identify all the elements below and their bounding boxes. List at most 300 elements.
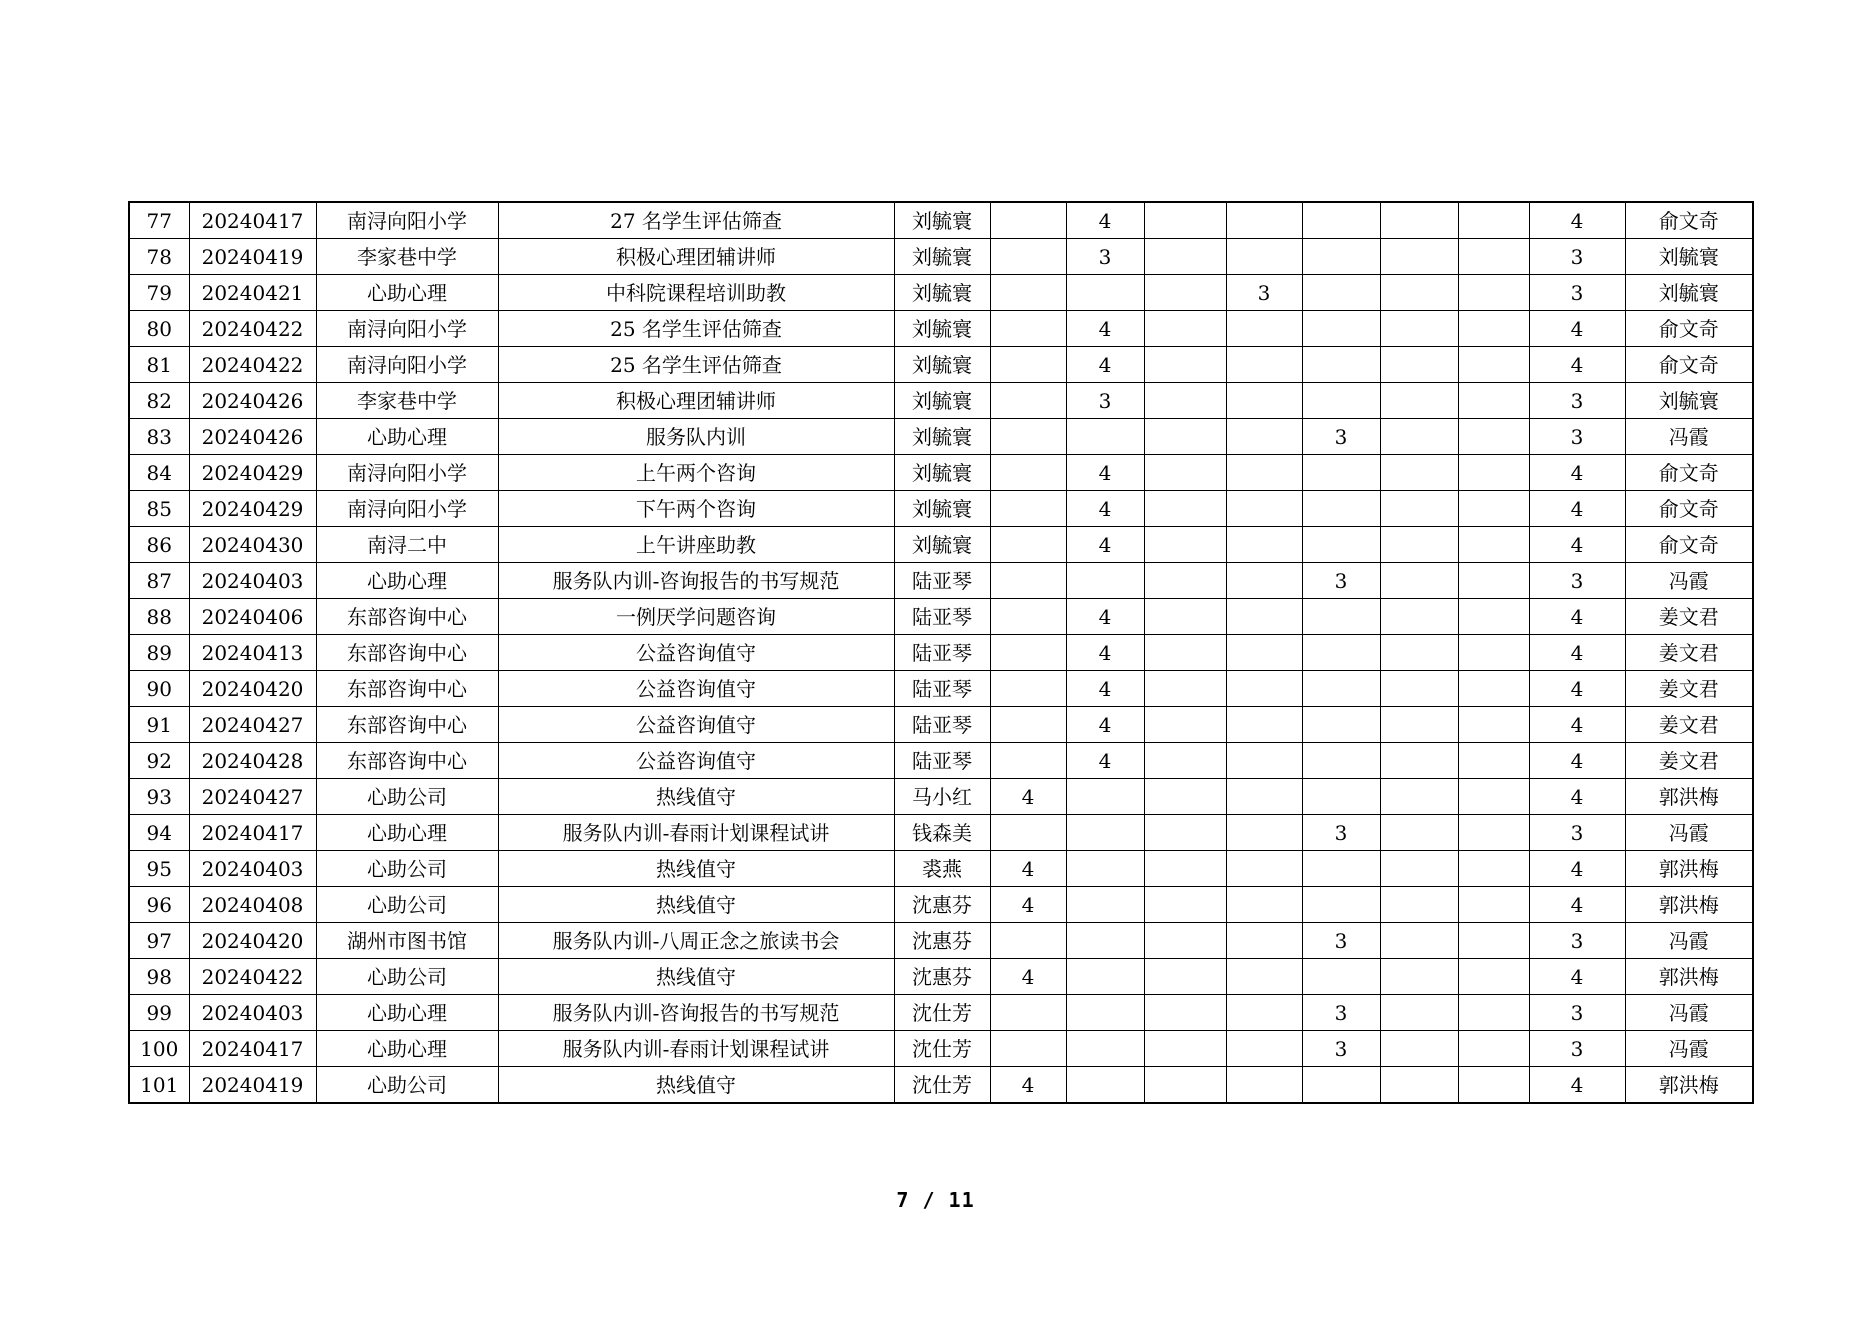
- table-row: [129, 527, 1753, 563]
- hours-col-7-cell: [1458, 527, 1529, 563]
- hours-col-4-cell: [1226, 995, 1302, 1031]
- activity-cell: 公益咨询值守: [498, 707, 894, 743]
- hours-col-1-cell: [990, 383, 1066, 419]
- hours-col-2-cell: 4: [1066, 671, 1144, 707]
- volunteer-cell: 沈惠芬: [894, 887, 990, 923]
- date-cell: 20240420: [189, 923, 316, 959]
- volunteer-cell: 裘燕: [894, 851, 990, 887]
- verifier-cell: 姜文君: [1625, 671, 1753, 707]
- hours-col-1-cell: [990, 527, 1066, 563]
- verifier-cell: 冯霞: [1625, 815, 1753, 851]
- date-cell: 20240426: [189, 419, 316, 455]
- hours-col-4-cell: [1226, 563, 1302, 599]
- hours-col-7-cell: [1458, 959, 1529, 995]
- hours-col-2-cell: [1066, 995, 1144, 1031]
- total-hours-cell: 4: [1529, 599, 1625, 635]
- hours-col-5-cell: [1302, 779, 1380, 815]
- activity-cell: 热线值守: [498, 779, 894, 815]
- verifier-cell: 郭洪梅: [1625, 779, 1753, 815]
- total-hours-cell: 4: [1529, 887, 1625, 923]
- hours-col-2-cell: [1066, 1067, 1144, 1104]
- hours-col-4-cell: [1226, 599, 1302, 635]
- hours-col-6-cell: [1380, 1031, 1458, 1067]
- hours-col-2-cell: 4: [1066, 202, 1144, 239]
- table-row: [129, 779, 1753, 815]
- verifier-cell: 俞文奇: [1625, 202, 1753, 239]
- verifier-cell: 姜文君: [1625, 599, 1753, 635]
- volunteer-cell: 陆亚琴: [894, 563, 990, 599]
- hours-col-4-cell: [1226, 311, 1302, 347]
- hours-col-7-cell: [1458, 599, 1529, 635]
- activity-cell: 热线值守: [498, 887, 894, 923]
- hours-col-3-cell: [1144, 959, 1226, 995]
- hours-col-7-cell: [1458, 851, 1529, 887]
- activity-cell: 服务队内训-春雨计划课程试讲: [498, 1031, 894, 1067]
- total-hours-cell: 3: [1529, 563, 1625, 599]
- hours-col-7-cell: [1458, 383, 1529, 419]
- total-hours-cell: 4: [1529, 455, 1625, 491]
- hours-col-6-cell: [1380, 563, 1458, 599]
- table-row: [129, 599, 1753, 635]
- hours-col-7-cell: [1458, 1067, 1529, 1104]
- row-number-cell: 100: [129, 1031, 189, 1067]
- date-cell: 20240429: [189, 491, 316, 527]
- hours-col-3-cell: [1144, 1031, 1226, 1067]
- hours-col-3-cell: [1144, 527, 1226, 563]
- date-cell: 20240408: [189, 887, 316, 923]
- location-cell: 心助公司: [316, 959, 498, 995]
- date-cell: 20240430: [189, 527, 316, 563]
- table-row: [129, 995, 1753, 1031]
- activity-cell: 服务队内训: [498, 419, 894, 455]
- hours-col-3-cell: [1144, 455, 1226, 491]
- hours-col-1-cell: [990, 455, 1066, 491]
- hours-col-7-cell: [1458, 707, 1529, 743]
- row-number-cell: 99: [129, 995, 189, 1031]
- row-number-cell: 97: [129, 923, 189, 959]
- table-body: [129, 202, 1753, 1103]
- hours-col-4-cell: 3: [1226, 275, 1302, 311]
- hours-col-6-cell: [1380, 239, 1458, 275]
- hours-col-2-cell: 4: [1066, 599, 1144, 635]
- date-cell: 20240422: [189, 311, 316, 347]
- location-cell: 李家巷中学: [316, 383, 498, 419]
- location-cell: 东部咨询中心: [316, 743, 498, 779]
- volunteer-cell: 陆亚琴: [894, 635, 990, 671]
- activity-cell: 下午两个咨询: [498, 491, 894, 527]
- hours-col-6-cell: [1380, 671, 1458, 707]
- hours-col-4-cell: [1226, 239, 1302, 275]
- hours-col-2-cell: [1066, 887, 1144, 923]
- hours-col-1-cell: [990, 419, 1066, 455]
- total-hours-cell: 4: [1529, 959, 1625, 995]
- hours-col-1-cell: 4: [990, 851, 1066, 887]
- verifier-cell: 姜文君: [1625, 743, 1753, 779]
- hours-col-1-cell: [990, 202, 1066, 239]
- location-cell: 东部咨询中心: [316, 707, 498, 743]
- hours-col-1-cell: [990, 707, 1066, 743]
- verifier-cell: 姜文君: [1625, 635, 1753, 671]
- row-number-cell: 88: [129, 599, 189, 635]
- total-hours-cell: 3: [1529, 815, 1625, 851]
- hours-col-7-cell: [1458, 671, 1529, 707]
- verifier-cell: 冯霞: [1625, 1031, 1753, 1067]
- hours-col-5-cell: [1302, 455, 1380, 491]
- hours-col-4-cell: [1226, 779, 1302, 815]
- volunteer-cell: 沈惠芬: [894, 923, 990, 959]
- activity-cell: 公益咨询值守: [498, 635, 894, 671]
- activity-cell: 25 名学生评估筛查: [498, 311, 894, 347]
- verifier-cell: 俞文奇: [1625, 311, 1753, 347]
- hours-col-6-cell: [1380, 347, 1458, 383]
- location-cell: 心助心理: [316, 563, 498, 599]
- hours-col-3-cell: [1144, 743, 1226, 779]
- location-cell: 南浔二中: [316, 527, 498, 563]
- total-hours-cell: 4: [1529, 743, 1625, 779]
- row-number-cell: 86: [129, 527, 189, 563]
- location-cell: 东部咨询中心: [316, 599, 498, 635]
- volunteer-cell: 刘毓寰: [894, 347, 990, 383]
- volunteer-cell: 刘毓寰: [894, 455, 990, 491]
- row-number-cell: 79: [129, 275, 189, 311]
- hours-col-7-cell: [1458, 563, 1529, 599]
- hours-col-4-cell: [1226, 527, 1302, 563]
- volunteer-cell: 刘毓寰: [894, 491, 990, 527]
- verifier-cell: 刘毓寰: [1625, 239, 1753, 275]
- date-cell: 20240422: [189, 959, 316, 995]
- hours-col-5-cell: [1302, 635, 1380, 671]
- activity-cell: 积极心理团辅讲师: [498, 239, 894, 275]
- activity-cell: 25 名学生评估筛查: [498, 347, 894, 383]
- verifier-cell: 郭洪梅: [1625, 887, 1753, 923]
- activity-cell: 热线值守: [498, 1067, 894, 1104]
- location-cell: 心助心理: [316, 419, 498, 455]
- table-row: [129, 563, 1753, 599]
- total-hours-cell: 4: [1529, 635, 1625, 671]
- hours-col-5-cell: [1302, 239, 1380, 275]
- hours-col-5-cell: [1302, 383, 1380, 419]
- verifier-cell: 俞文奇: [1625, 491, 1753, 527]
- hours-col-2-cell: 4: [1066, 455, 1144, 491]
- hours-col-4-cell: [1226, 671, 1302, 707]
- hours-col-5-cell: [1302, 707, 1380, 743]
- location-cell: 东部咨询中心: [316, 635, 498, 671]
- date-cell: 20240417: [189, 815, 316, 851]
- volunteer-cell: 陆亚琴: [894, 599, 990, 635]
- hours-col-3-cell: [1144, 202, 1226, 239]
- date-cell: 20240403: [189, 995, 316, 1031]
- hours-col-1-cell: [990, 815, 1066, 851]
- hours-col-1-cell: 4: [990, 779, 1066, 815]
- hours-col-1-cell: [990, 599, 1066, 635]
- date-cell: 20240417: [189, 1031, 316, 1067]
- total-hours-cell: 3: [1529, 275, 1625, 311]
- hours-col-7-cell: [1458, 275, 1529, 311]
- volunteer-cell: 刘毓寰: [894, 202, 990, 239]
- verifier-cell: 俞文奇: [1625, 347, 1753, 383]
- row-number-cell: 84: [129, 455, 189, 491]
- hours-col-5-cell: [1302, 311, 1380, 347]
- hours-col-6-cell: [1380, 959, 1458, 995]
- table-row: [129, 851, 1753, 887]
- activity-cell: 27 名学生评估筛查: [498, 202, 894, 239]
- hours-col-6-cell: [1380, 923, 1458, 959]
- hours-col-5-cell: [1302, 851, 1380, 887]
- hours-col-2-cell: 3: [1066, 239, 1144, 275]
- hours-col-1-cell: [990, 995, 1066, 1031]
- hours-col-2-cell: [1066, 851, 1144, 887]
- hours-col-4-cell: [1226, 815, 1302, 851]
- hours-col-5-cell: [1302, 599, 1380, 635]
- hours-col-6-cell: [1380, 311, 1458, 347]
- volunteer-cell: 钱森美: [894, 815, 990, 851]
- hours-col-7-cell: [1458, 815, 1529, 851]
- date-cell: 20240422: [189, 347, 316, 383]
- hours-col-4-cell: [1226, 202, 1302, 239]
- hours-col-6-cell: [1380, 275, 1458, 311]
- hours-col-7-cell: [1458, 491, 1529, 527]
- hours-col-6-cell: [1380, 599, 1458, 635]
- row-number-cell: 96: [129, 887, 189, 923]
- hours-col-4-cell: [1226, 707, 1302, 743]
- table-row: [129, 419, 1753, 455]
- date-cell: 20240427: [189, 707, 316, 743]
- location-cell: 心助心理: [316, 1031, 498, 1067]
- hours-col-3-cell: [1144, 815, 1226, 851]
- hours-col-3-cell: [1144, 491, 1226, 527]
- date-cell: 20240406: [189, 599, 316, 635]
- hours-col-3-cell: [1144, 707, 1226, 743]
- date-cell: 20240421: [189, 275, 316, 311]
- verifier-cell: 郭洪梅: [1625, 851, 1753, 887]
- verifier-cell: 冯霞: [1625, 419, 1753, 455]
- hours-col-5-cell: 3: [1302, 419, 1380, 455]
- table-row: [129, 311, 1753, 347]
- date-cell: 20240417: [189, 202, 316, 239]
- location-cell: 心助心理: [316, 275, 498, 311]
- hours-col-7-cell: [1458, 202, 1529, 239]
- hours-col-4-cell: [1226, 743, 1302, 779]
- hours-col-7-cell: [1458, 455, 1529, 491]
- hours-col-1-cell: 4: [990, 1067, 1066, 1104]
- activity-cell: 热线值守: [498, 851, 894, 887]
- table-row: [129, 491, 1753, 527]
- hours-col-6-cell: [1380, 851, 1458, 887]
- location-cell: 心助心理: [316, 815, 498, 851]
- total-hours-cell: 3: [1529, 923, 1625, 959]
- hours-col-6-cell: [1380, 743, 1458, 779]
- activity-cell: 上午两个咨询: [498, 455, 894, 491]
- total-hours-cell: 4: [1529, 347, 1625, 383]
- hours-col-7-cell: [1458, 923, 1529, 959]
- volunteer-cell: 刘毓寰: [894, 275, 990, 311]
- hours-col-2-cell: [1066, 1031, 1144, 1067]
- hours-col-3-cell: [1144, 887, 1226, 923]
- hours-col-6-cell: [1380, 707, 1458, 743]
- hours-col-4-cell: [1226, 923, 1302, 959]
- verifier-cell: 冯霞: [1625, 563, 1753, 599]
- hours-col-3-cell: [1144, 923, 1226, 959]
- row-number-cell: 101: [129, 1067, 189, 1104]
- activity-cell: 热线值守: [498, 959, 894, 995]
- hours-col-4-cell: [1226, 1031, 1302, 1067]
- activity-cell: 服务队内训-春雨计划课程试讲: [498, 815, 894, 851]
- hours-col-3-cell: [1144, 635, 1226, 671]
- hours-col-5-cell: 3: [1302, 923, 1380, 959]
- table-row: [129, 959, 1753, 995]
- date-cell: 20240419: [189, 1067, 316, 1104]
- activity-cell: 服务队内训-咨询报告的书写规范: [498, 995, 894, 1031]
- total-hours-cell: 3: [1529, 419, 1625, 455]
- hours-col-1-cell: [990, 275, 1066, 311]
- total-hours-cell: 3: [1529, 1031, 1625, 1067]
- volunteer-cell: 沈仕芳: [894, 1031, 990, 1067]
- date-cell: 20240413: [189, 635, 316, 671]
- page-number: 7 / 11: [896, 1188, 975, 1212]
- row-number-cell: 87: [129, 563, 189, 599]
- table-row: [129, 1031, 1753, 1067]
- hours-col-2-cell: 4: [1066, 743, 1144, 779]
- hours-col-4-cell: [1226, 851, 1302, 887]
- verifier-cell: 冯霞: [1625, 923, 1753, 959]
- location-cell: 南浔向阳小学: [316, 347, 498, 383]
- table-row: [129, 239, 1753, 275]
- date-cell: 20240419: [189, 239, 316, 275]
- hours-col-1-cell: [990, 743, 1066, 779]
- table-row: [129, 202, 1753, 239]
- location-cell: 心助公司: [316, 779, 498, 815]
- row-number-cell: 85: [129, 491, 189, 527]
- hours-col-7-cell: [1458, 347, 1529, 383]
- location-cell: 心助公司: [316, 1067, 498, 1104]
- row-number-cell: 92: [129, 743, 189, 779]
- hours-col-5-cell: [1302, 491, 1380, 527]
- hours-col-3-cell: [1144, 347, 1226, 383]
- hours-col-6-cell: [1380, 419, 1458, 455]
- hours-col-1-cell: [990, 671, 1066, 707]
- location-cell: 南浔向阳小学: [316, 455, 498, 491]
- volunteer-cell: 刘毓寰: [894, 239, 990, 275]
- date-cell: 20240427: [189, 779, 316, 815]
- hours-col-2-cell: [1066, 275, 1144, 311]
- hours-col-4-cell: [1226, 635, 1302, 671]
- hours-col-6-cell: [1380, 455, 1458, 491]
- hours-col-7-cell: [1458, 743, 1529, 779]
- hours-col-1-cell: [990, 923, 1066, 959]
- date-cell: 20240420: [189, 671, 316, 707]
- volunteer-cell: 沈仕芳: [894, 1067, 990, 1104]
- date-cell: 20240426: [189, 383, 316, 419]
- hours-col-4-cell: [1226, 347, 1302, 383]
- verifier-cell: 俞文奇: [1625, 527, 1753, 563]
- hours-col-6-cell: [1380, 202, 1458, 239]
- activity-cell: 服务队内训-八周正念之旅读书会: [498, 923, 894, 959]
- hours-col-2-cell: [1066, 563, 1144, 599]
- hours-col-6-cell: [1380, 815, 1458, 851]
- hours-col-1-cell: 4: [990, 887, 1066, 923]
- date-cell: 20240429: [189, 455, 316, 491]
- table-row: [129, 1067, 1753, 1104]
- row-number-cell: 94: [129, 815, 189, 851]
- volunteer-cell: 刘毓寰: [894, 383, 990, 419]
- row-number-cell: 82: [129, 383, 189, 419]
- hours-col-6-cell: [1380, 491, 1458, 527]
- verifier-cell: 刘毓寰: [1625, 275, 1753, 311]
- table-row: [129, 887, 1753, 923]
- hours-col-4-cell: [1226, 383, 1302, 419]
- hours-col-5-cell: [1302, 347, 1380, 383]
- hours-col-3-cell: [1144, 851, 1226, 887]
- hours-col-5-cell: [1302, 743, 1380, 779]
- hours-col-6-cell: [1380, 383, 1458, 419]
- hours-col-4-cell: [1226, 455, 1302, 491]
- location-cell: 心助公司: [316, 851, 498, 887]
- hours-col-6-cell: [1380, 635, 1458, 671]
- hours-col-5-cell: 3: [1302, 563, 1380, 599]
- total-hours-cell: 4: [1529, 202, 1625, 239]
- hours-col-1-cell: [990, 635, 1066, 671]
- volunteer-cell: 沈惠芬: [894, 959, 990, 995]
- hours-col-3-cell: [1144, 383, 1226, 419]
- hours-col-4-cell: [1226, 1067, 1302, 1104]
- hours-col-1-cell: [990, 563, 1066, 599]
- hours-col-2-cell: 4: [1066, 707, 1144, 743]
- hours-col-7-cell: [1458, 995, 1529, 1031]
- hours-col-4-cell: [1226, 959, 1302, 995]
- location-cell: 李家巷中学: [316, 239, 498, 275]
- hours-col-5-cell: [1302, 959, 1380, 995]
- activity-cell: 中科院课程培训助教: [498, 275, 894, 311]
- table-row: [129, 671, 1753, 707]
- hours-col-3-cell: [1144, 239, 1226, 275]
- volunteer-cell: 沈仕芳: [894, 995, 990, 1031]
- row-number-cell: 77: [129, 202, 189, 239]
- hours-col-1-cell: [990, 311, 1066, 347]
- volunteer-cell: 刘毓寰: [894, 311, 990, 347]
- hours-col-7-cell: [1458, 887, 1529, 923]
- hours-col-7-cell: [1458, 311, 1529, 347]
- verifier-cell: 郭洪梅: [1625, 959, 1753, 995]
- table-row: [129, 923, 1753, 959]
- verifier-cell: 郭洪梅: [1625, 1067, 1753, 1104]
- volunteer-cell: 陆亚琴: [894, 743, 990, 779]
- hours-col-3-cell: [1144, 419, 1226, 455]
- verifier-cell: 姜文君: [1625, 707, 1753, 743]
- location-cell: 心助心理: [316, 995, 498, 1031]
- hours-col-5-cell: [1302, 275, 1380, 311]
- total-hours-cell: 4: [1529, 527, 1625, 563]
- hours-col-3-cell: [1144, 671, 1226, 707]
- row-number-cell: 91: [129, 707, 189, 743]
- activity-cell: 积极心理团辅讲师: [498, 383, 894, 419]
- hours-col-5-cell: [1302, 671, 1380, 707]
- row-number-cell: 98: [129, 959, 189, 995]
- location-cell: 南浔向阳小学: [316, 491, 498, 527]
- hours-col-4-cell: [1226, 419, 1302, 455]
- table-row: [129, 743, 1753, 779]
- hours-col-7-cell: [1458, 635, 1529, 671]
- hours-col-5-cell: [1302, 887, 1380, 923]
- hours-col-3-cell: [1144, 995, 1226, 1031]
- row-number-cell: 89: [129, 635, 189, 671]
- location-cell: 心助公司: [316, 887, 498, 923]
- hours-col-6-cell: [1380, 527, 1458, 563]
- hours-col-2-cell: 3: [1066, 383, 1144, 419]
- date-cell: 20240428: [189, 743, 316, 779]
- hours-col-5-cell: 3: [1302, 1031, 1380, 1067]
- total-hours-cell: 4: [1529, 851, 1625, 887]
- hours-col-5-cell: [1302, 202, 1380, 239]
